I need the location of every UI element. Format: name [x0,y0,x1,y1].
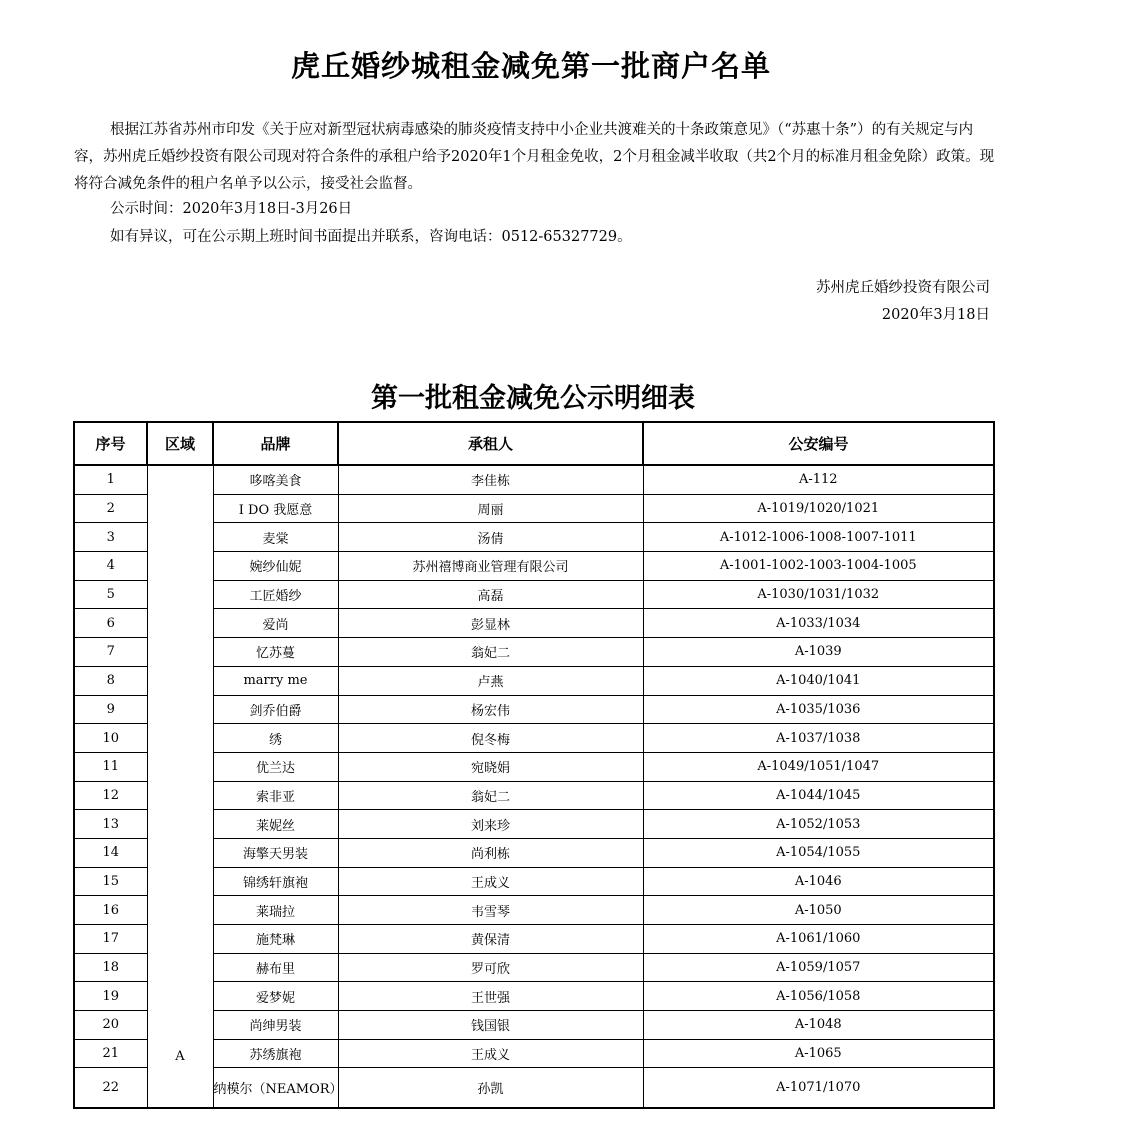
cell-code: A-1065 [643,1039,994,1068]
cell-code: A-1056/1058 [643,982,994,1011]
cell-code: A-1059/1057 [643,953,994,982]
cell-code: A-1039 [643,638,994,667]
header-region: 区域 [147,422,213,465]
detail-table [73,421,995,1109]
cell-brand: 爱梦妮 [213,982,338,1011]
cell-no: 17 [74,925,147,954]
cell-no: 22 [74,1068,147,1109]
cell-no: 13 [74,810,147,839]
cell-code: A-1061/1060 [643,925,994,954]
cell-brand: 忆苏蔓 [213,638,338,667]
cell-tenant: 刘来珍 [338,810,643,839]
cell-region [147,465,213,1108]
cell-tenant: 汤倩 [338,523,643,552]
cell-no: 18 [74,953,147,982]
cell-tenant: 杨宏伟 [338,695,643,724]
cell-tenant: 卢燕 [338,666,643,695]
cell-tenant: 黄保清 [338,925,643,954]
header-code: 公安编号 [643,422,994,465]
signature-date: 2020年3月18日 [881,307,990,323]
cell-code: A-1001-1002-1003-1004-1005 [643,552,994,581]
cell-no: 15 [74,867,147,896]
cell-no: 7 [74,638,147,667]
cell-tenant: 钱国银 [338,1011,643,1040]
cell-code: A-1033/1034 [643,609,994,638]
header-no: 序号 [74,422,147,465]
cell-code: A-1048 [643,1011,994,1040]
cell-tenant: 罗可欣 [338,953,643,982]
cell-brand: 绣 [213,724,338,753]
cell-brand: marry me [213,666,338,695]
cell-brand: 索非亚 [213,781,338,810]
cell-brand: 纳模尔（NEAMOR） [213,1068,338,1109]
cell-no: 5 [74,580,147,609]
cell-code: A-1046 [643,867,994,896]
table-body [74,465,994,1108]
table-row [74,465,994,494]
cell-brand: 海擎天男装 [213,838,338,867]
cell-brand: 麦棠 [213,523,338,552]
cell-no: 19 [74,982,147,1011]
cell-code: A-1019/1020/1021 [643,494,994,523]
document-title: 虎丘婚纱城租金减免第一批商户名单 [290,49,771,83]
cell-code: A-1037/1038 [643,724,994,753]
cell-tenant: 高磊 [338,580,643,609]
cell-brand: 哆喀美食 [213,465,338,494]
cell-tenant: 尚利栋 [338,838,643,867]
cell-code: A-1044/1045 [643,781,994,810]
contact-line: 如有异议，可在公示期上班时间书面提出并联系，咨询电话：0512-65327729。 [110,229,632,245]
company-signature: 苏州虎丘婚纱投资有限公司 [816,280,990,296]
cell-no: 8 [74,666,147,695]
cell-code: A-1052/1053 [643,810,994,839]
cell-no: 20 [74,1011,147,1040]
cell-no: 16 [74,896,147,925]
cell-tenant: 翁妃二 [338,638,643,667]
cell-tenant: 孙凯 [338,1068,643,1109]
cell-code: A-1050 [643,896,994,925]
cell-brand: 莱妮丝 [213,810,338,839]
cell-no: 11 [74,752,147,781]
cell-brand: 尚绅男装 [213,1011,338,1040]
body-paragraph: 根据江苏省苏州市印发《关于应对新型冠状病毒感染的肺炎疫情支持中小企业共渡难关的十条政策意见》（“苏惠十条”）的有关规定与内容，苏州虎丘婚纱投资有限公司现对符合条件的承租户给予2020年1个月租金免收，2个月租金减半收取（共2个月的标准月租金免除）政策。现将符合减免条件的租户名单予以公示，接受社会监督。 [74,122,995,192]
region-label: A [175,1049,185,1065]
cell-brand: 优兰达 [213,752,338,781]
cell-code: A-1035/1036 [643,695,994,724]
cell-brand: 莱瑞拉 [213,896,338,925]
cell-no: 12 [74,781,147,810]
cell-tenant: 王世强 [338,982,643,1011]
cell-brand: 婉纱仙妮 [213,552,338,581]
cell-brand: 剑乔伯爵 [213,695,338,724]
cell-no: 10 [74,724,147,753]
cell-no: 9 [74,695,147,724]
cell-no: 2 [74,494,147,523]
cell-no: 14 [74,838,147,867]
cell-tenant: 周丽 [338,494,643,523]
cell-no: 6 [74,609,147,638]
cell-tenant: 宛晓娟 [338,752,643,781]
cell-brand: 锦绣轩旗袍 [213,867,338,896]
cell-brand: 工匠婚纱 [213,580,338,609]
cell-tenant: 翁妃二 [338,781,643,810]
cell-code: A-112 [643,465,994,494]
cell-tenant: 王成义 [338,1039,643,1068]
cell-tenant: 王成义 [338,867,643,896]
cell-tenant: 李佳栋 [338,465,643,494]
cell-code: A-1012-1006-1008-1007-1011 [643,523,994,552]
cell-tenant: 彭显林 [338,609,643,638]
cell-tenant: 韦雪琴 [338,896,643,925]
cell-no: 21 [74,1039,147,1068]
cell-code: A-1030/1031/1032 [643,580,994,609]
cell-code: A-1049/1051/1047 [643,752,994,781]
notice-time: 公示时间：2020年3月18日-3月26日 [110,201,353,217]
cell-no: 4 [74,552,147,581]
table-header-row [74,422,994,465]
cell-brand: 爱尚 [213,609,338,638]
header-tenant: 承租人 [338,422,643,465]
cell-no: 3 [74,523,147,552]
cell-code: A-1040/1041 [643,666,994,695]
cell-code: A-1054/1055 [643,838,994,867]
cell-brand: 施梵琳 [213,925,338,954]
cell-tenant: 苏州禧博商业管理有限公司 [338,552,643,581]
header-brand: 品牌 [213,422,338,465]
cell-brand: I DO 我愿意 [213,494,338,523]
table-title: 第一批租金减免公示明细表 [371,383,695,414]
cell-brand: 赫布里 [213,953,338,982]
cell-brand: 苏绣旗袍 [213,1039,338,1068]
cell-tenant: 倪冬梅 [338,724,643,753]
cell-no: 1 [74,465,147,494]
cell-code: A-1071/1070 [643,1068,994,1109]
